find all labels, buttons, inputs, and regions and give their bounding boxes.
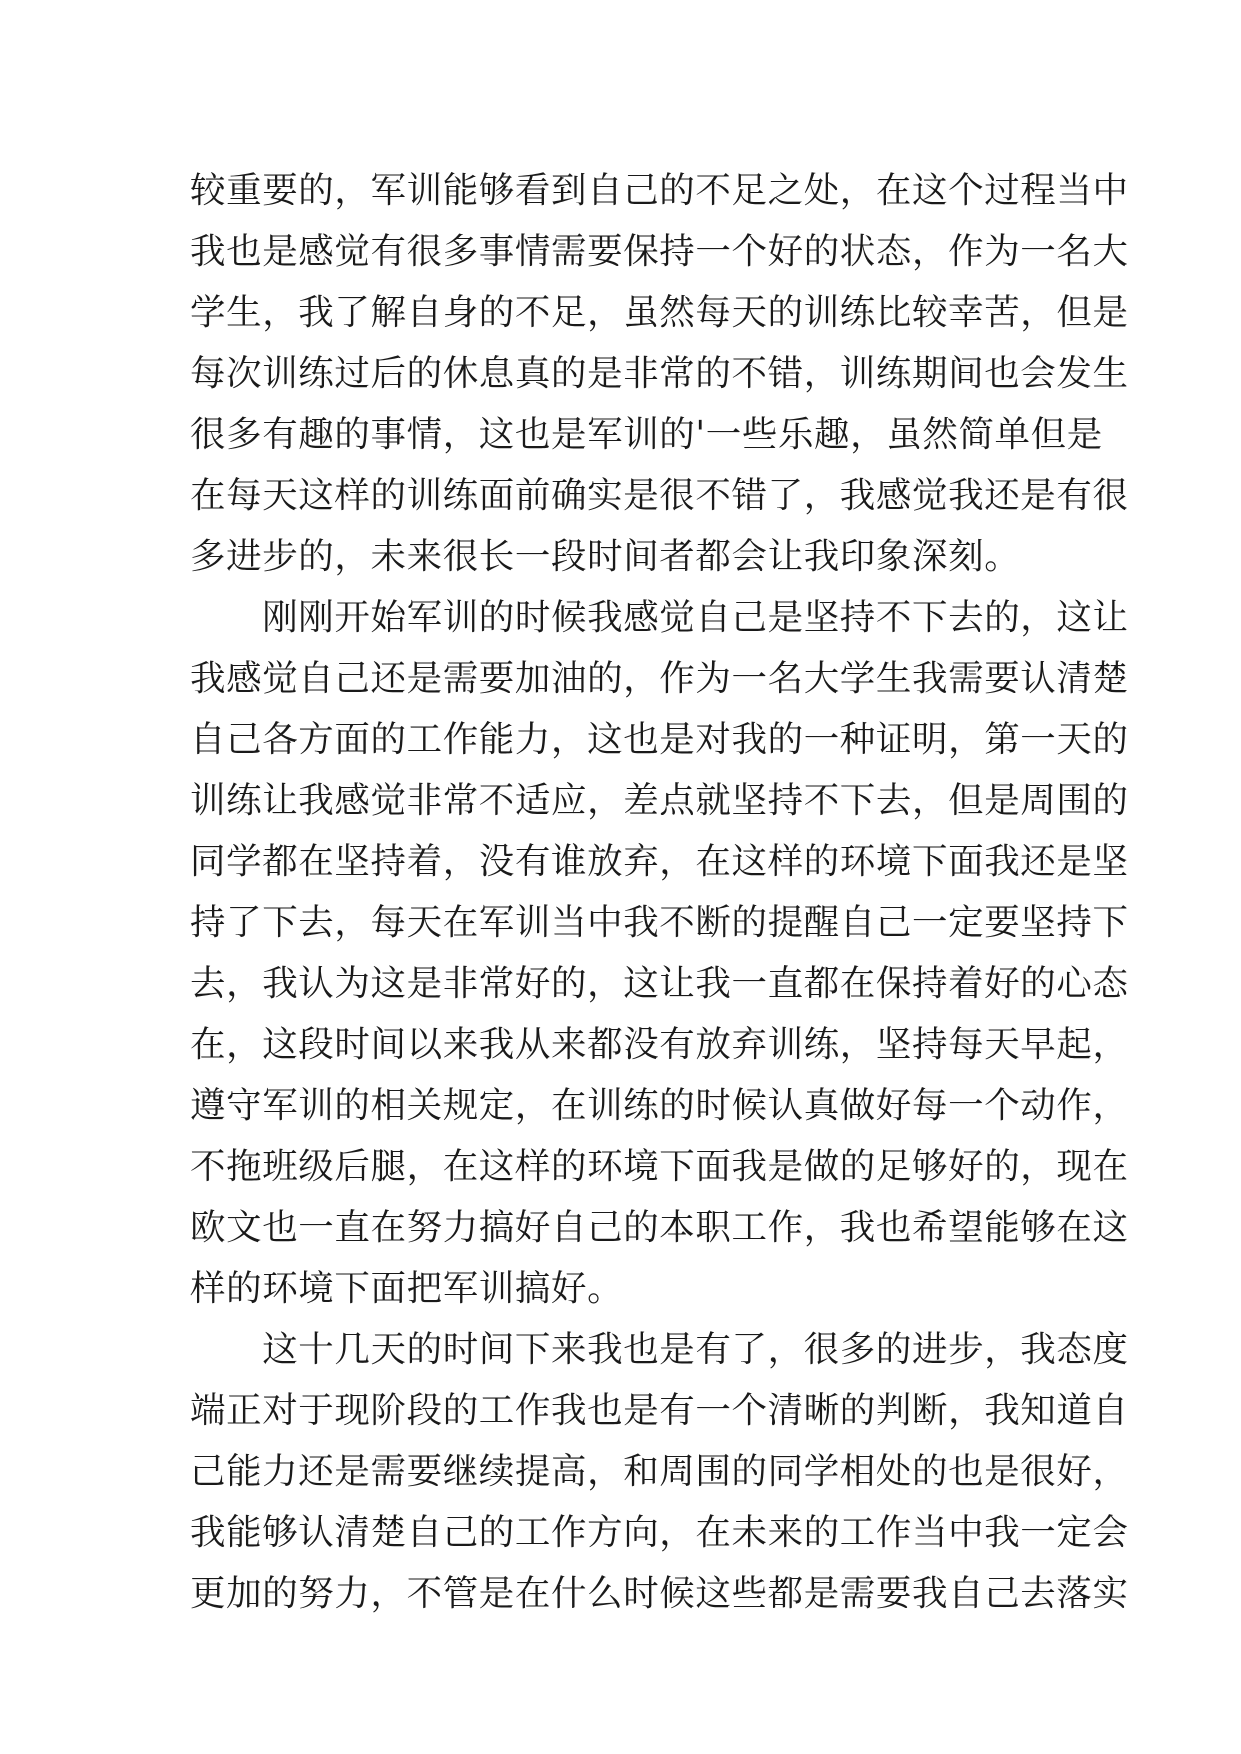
text-line: 持了下去，每天在军训当中我不断的提醒自己一定要坚持下 <box>190 902 1129 943</box>
text-line: 更加的努力，不管是在什么时候这些都是需要我自己去落实 <box>190 1573 1129 1614</box>
text-line: 我感觉自己还是需要加油的，作为一名大学生我需要认清楚 <box>190 658 1129 699</box>
text-line: 很多有趣的事情，这也是军训的'一些乐趣，虽然简单但是 <box>190 414 1103 455</box>
text-line: 我也是感觉有很多事情需要保持一个好的状态，作为一名大 <box>190 231 1129 272</box>
text-line: 端正对于现阶段的工作我也是有一个清晰的判断，我知道自 <box>190 1390 1129 1431</box>
text-line: 每次训练过后的休息真的是非常的不错，训练期间也会发生 <box>190 353 1129 394</box>
text-line: 训练让我感觉非常不适应，差点就坚持不下去，但是周围的 <box>190 780 1129 821</box>
text-line: 去，我认为这是非常好的，这让我一直都在保持着好的心态 <box>190 963 1129 1004</box>
text-line: 较重要的，军训能够看到自己的不足之处，在这个过程当中 <box>190 170 1129 211</box>
text-line: 欧文也一直在努力搞好自己的本职工作，我也希望能够在这 <box>190 1207 1129 1248</box>
text-line: 在每天这样的训练面前确实是很不错了，我感觉我还是有很 <box>190 475 1129 516</box>
text-line: 学生，我了解自身的不足，虽然每天的训练比较幸苦，但是 <box>190 292 1129 333</box>
text-line: 多进步的，未来很长一段时间者都会让我印象深刻。 <box>190 536 1021 577</box>
text-line: 遵守军训的相关规定，在训练的时候认真做好每一个动作， <box>190 1085 1129 1126</box>
text-line: 我能够认清楚自己的工作方向，在未来的工作当中我一定会 <box>190 1512 1129 1553</box>
text-line: 不拖班级后腿，在这样的环境下面我是做的足够好的，现在 <box>190 1146 1129 1187</box>
text-line: 在，这段时间以来我从来都没有放弃训练，坚持每天早起， <box>190 1024 1129 1065</box>
text-line: 样的环境下面把军训搞好。 <box>190 1268 624 1309</box>
text-line: 自己各方面的工作能力，这也是对我的一种证明，第一天的 <box>190 719 1129 760</box>
text-line: 己能力还是需要继续提高，和周围的同学相处的也是很好， <box>190 1451 1129 1492</box>
body-text <box>190 160 1129 1624</box>
text-line: 同学都在坚持着，没有谁放弃，在这样的环境下面我还是坚 <box>190 841 1129 882</box>
paragraph-start-line: 刚刚开始军训的时候我感觉自己是坚持不下去的，这让 <box>190 597 1129 638</box>
paragraph-start-line: 这十几天的时间下来我也是有了，很多的进步，我态度 <box>190 1329 1129 1370</box>
